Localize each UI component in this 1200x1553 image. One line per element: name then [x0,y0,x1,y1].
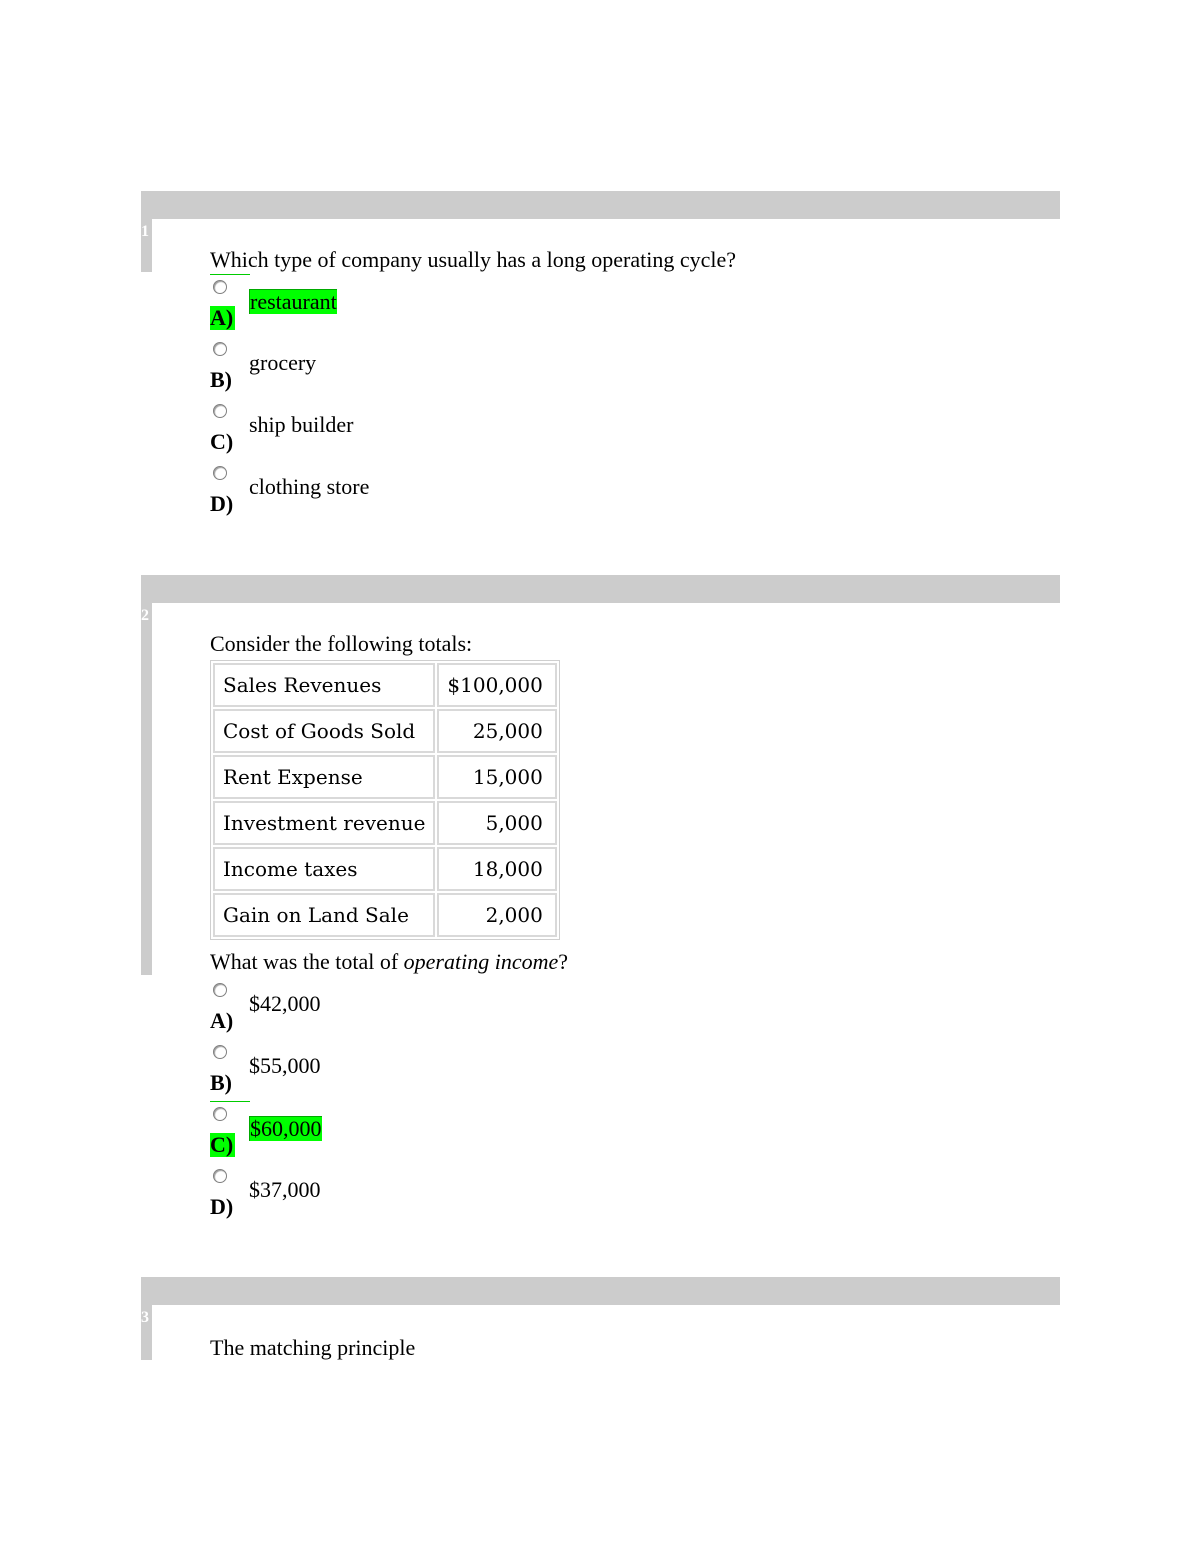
radio-button[interactable] [213,983,227,997]
question-prompt: Which type of company usually has a long operating cycle? [210,247,736,272]
question-number: 2 [141,607,149,624]
question-followup [210,950,568,974]
option-text: $37,000 [249,1177,321,1202]
correct-marker [210,1101,250,1102]
radio-button[interactable] [213,1107,227,1121]
question-number: 1 [141,223,149,240]
followup-text: What was the total of [210,949,404,974]
option-letter: C) [210,1132,234,1157]
option-letter: B) [210,367,232,392]
question-header-bar [141,1277,1060,1305]
option-text: clothing store [249,474,370,499]
option-text: $60,000 [250,1116,322,1141]
option-text: $55,000 [249,1053,321,1078]
option-b[interactable] [210,342,610,404]
radio-button[interactable] [213,1169,227,1183]
option-text: grocery [249,350,317,375]
radio-button[interactable] [213,280,227,294]
table-row [213,847,557,891]
question-side-bar [141,603,152,975]
table-row [213,893,557,937]
row-amount: 2,000 [437,893,556,937]
followup-end: ? [558,949,569,974]
question-prompt: Consider the following totals: [210,631,473,656]
option-d[interactable] [210,466,610,528]
option-text: restaurant [250,289,337,314]
radio-button[interactable] [213,404,227,418]
table-row [213,801,557,845]
table-row [213,663,557,707]
option-letter: D) [210,491,234,516]
option-letter: D) [210,1194,234,1219]
option-letter: A) [210,305,234,330]
table-row [213,709,557,753]
table-row [213,755,557,799]
totals-table [210,660,560,940]
option-b[interactable] [210,1045,610,1107]
question-prompt: The matching principle [210,1335,416,1360]
row-amount: 15,000 [437,755,556,799]
option-letter: B) [210,1070,232,1095]
option-c[interactable] [210,404,610,466]
question-header-bar [141,191,1060,219]
row-amount: 5,000 [437,801,556,845]
radio-button[interactable] [213,342,227,356]
radio-button[interactable] [213,1045,227,1059]
question-number: 3 [141,1309,149,1326]
row-label: Investment revenue [213,801,435,845]
row-label: Gain on Land Sale [213,893,435,937]
row-amount: $100,000 [437,663,556,707]
option-text: ship builder [249,412,354,437]
row-label: Sales Revenues [213,663,435,707]
correct-marker [210,274,250,275]
row-label: Rent Expense [213,755,435,799]
option-d[interactable] [210,1169,610,1231]
option-letter: A) [210,1008,234,1033]
option-a[interactable] [210,280,610,342]
row-label: Cost of Goods Sold [213,709,435,753]
row-label: Income taxes [213,847,435,891]
option-text: $42,000 [249,991,321,1016]
row-amount: 25,000 [437,709,556,753]
option-a[interactable] [210,983,610,1045]
row-amount: 18,000 [437,847,556,891]
option-c[interactable] [210,1107,610,1169]
followup-emphasis: operating income [403,949,559,974]
radio-button[interactable] [213,466,227,480]
question-header-bar [141,575,1060,603]
option-letter: C) [210,429,234,454]
